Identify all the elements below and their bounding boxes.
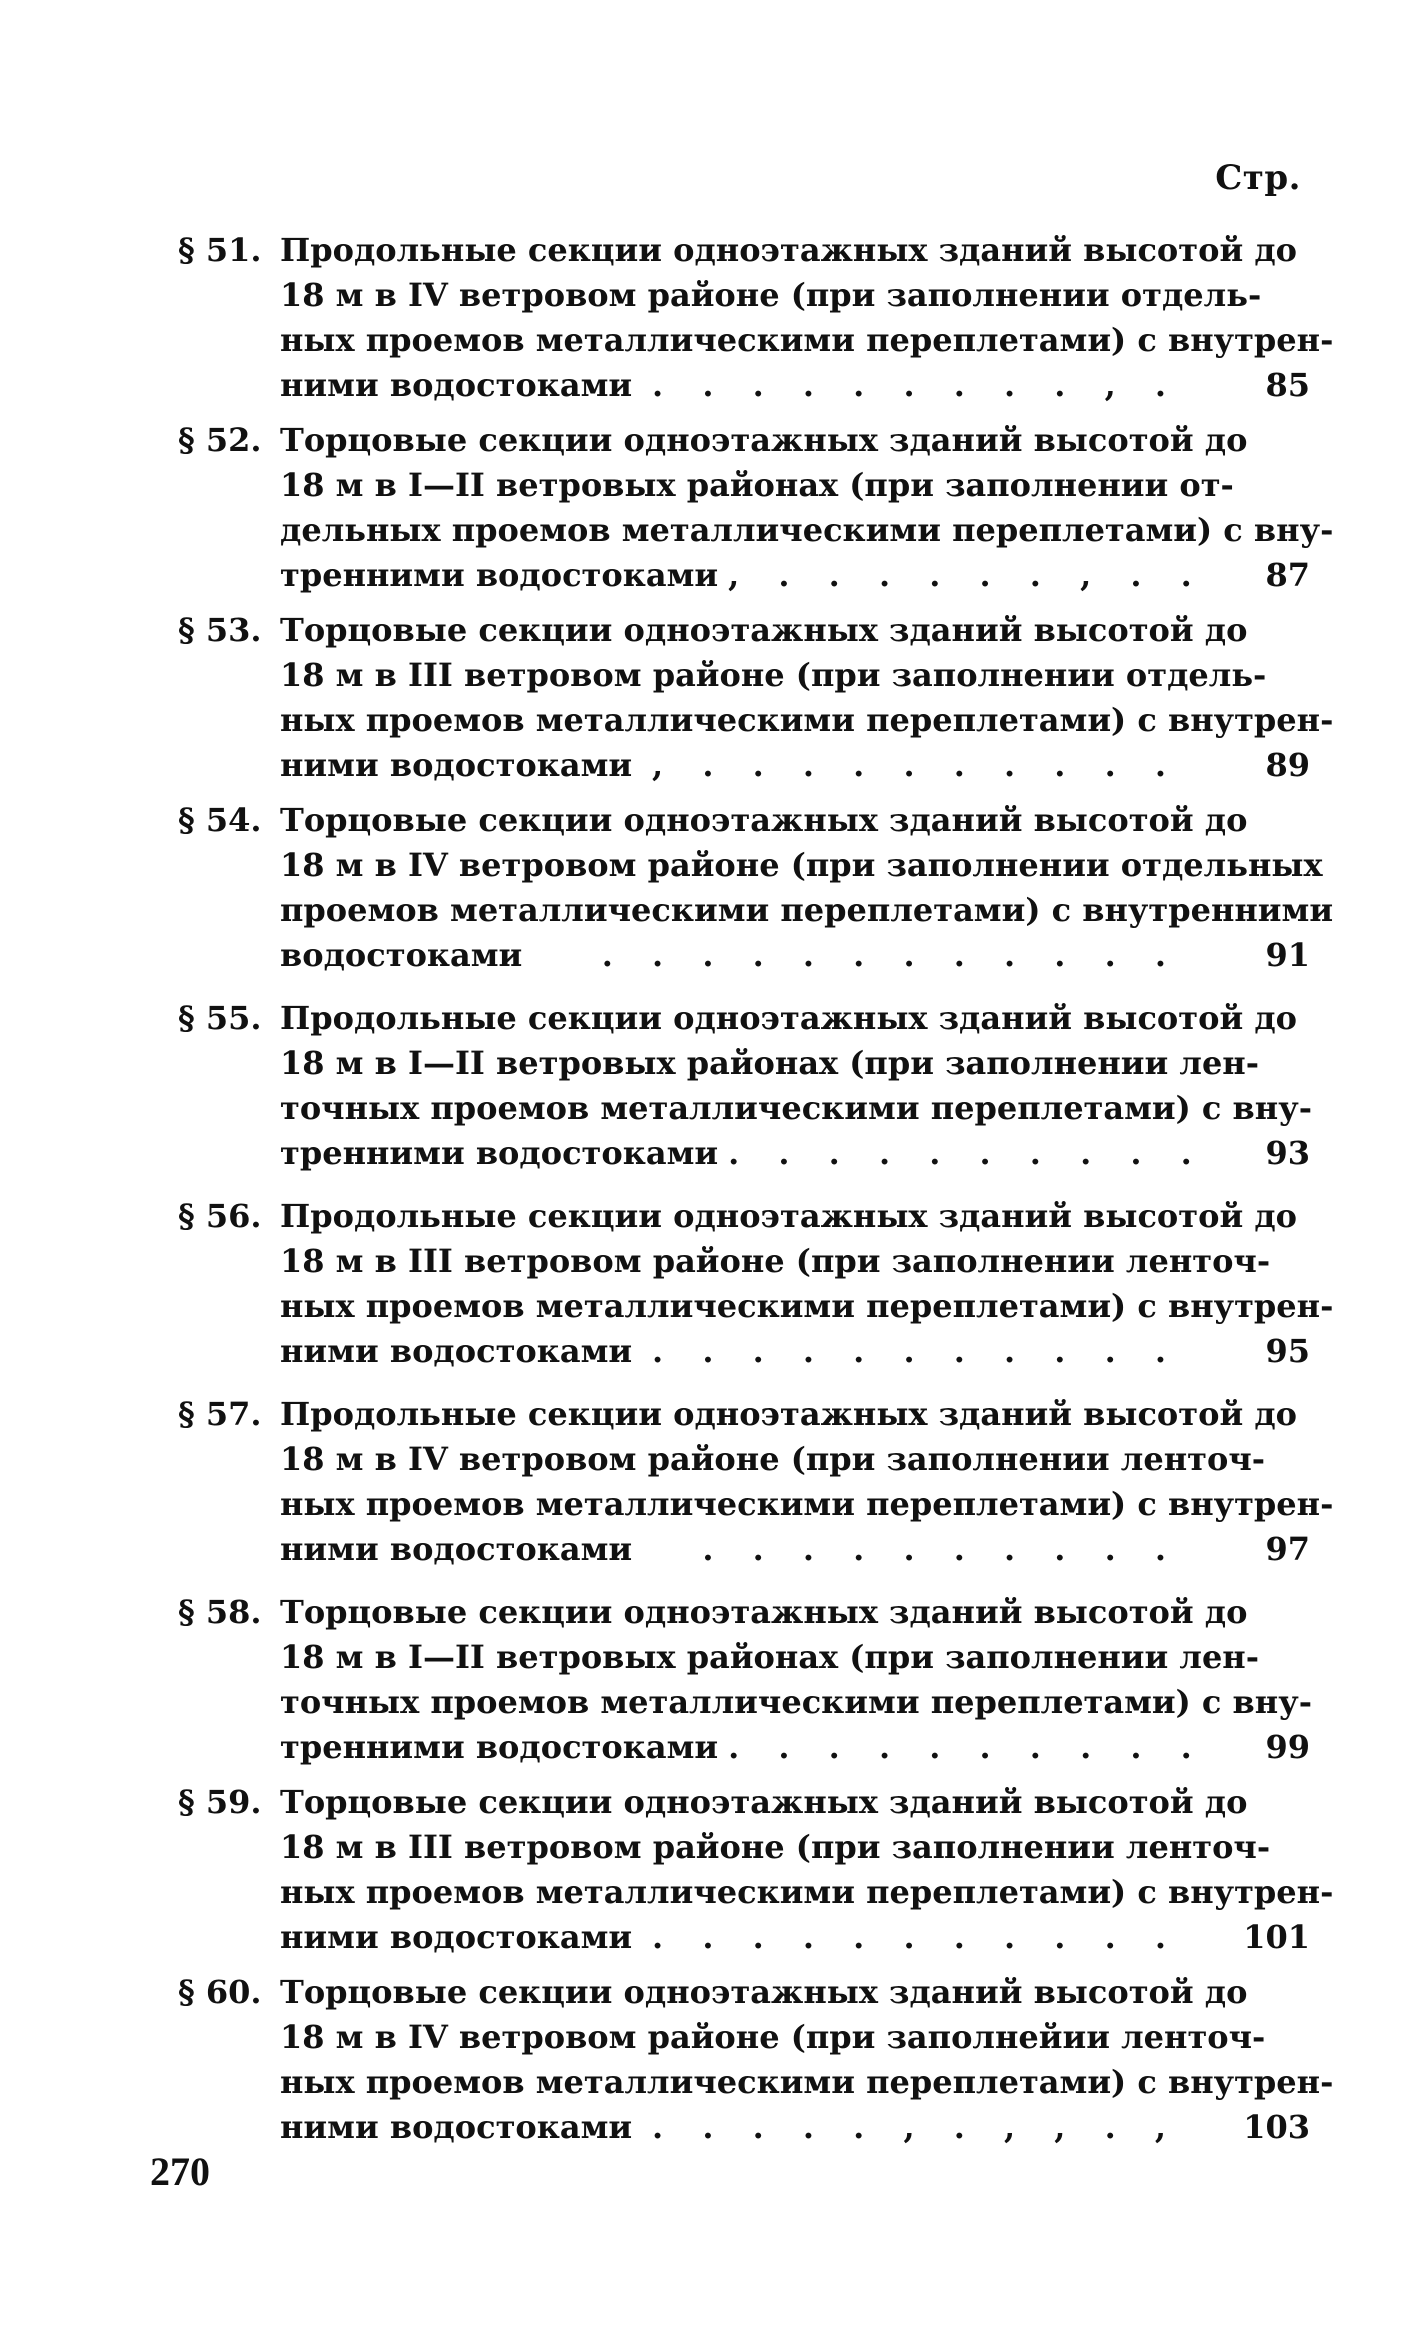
page-number: 95 bbox=[1265, 1332, 1310, 1370]
title-line: 18 м в IV ветровом районе (при заполнении отдельных bbox=[280, 846, 1323, 884]
section-number: § 57. bbox=[178, 1395, 262, 1433]
section-number: § 58. bbox=[178, 1593, 262, 1631]
page-number: 97 bbox=[1265, 1530, 1310, 1568]
section-number: § 54. bbox=[178, 801, 262, 839]
toc-entry bbox=[178, 1780, 1334, 1960]
dot-leader: . . , . . . . . . , bbox=[728, 556, 1206, 594]
title-line: ними водостоками bbox=[280, 746, 633, 784]
title-line: 18 м в IV ветровом районе (при заполнении ленточ- bbox=[280, 1440, 1266, 1478]
title-line: Торцовые секции одноэтажных зданий высотой до bbox=[280, 611, 1248, 649]
page-number: 93 bbox=[1265, 1134, 1310, 1172]
section-number: § 56. bbox=[178, 1197, 262, 1235]
dot-leader: , . , , . , . . . . . bbox=[652, 2108, 1180, 2146]
title-line: 18 м в IV ветровом районе (при заполнении отдель- bbox=[280, 276, 1262, 314]
title-line: ных проемов металлическими переплетами) с внутрен- bbox=[280, 1485, 1334, 1523]
page-number: 99 bbox=[1265, 1728, 1310, 1766]
page-number: 103 bbox=[1243, 2108, 1310, 2146]
title-line: ними водостоками bbox=[280, 366, 633, 404]
section-number: § 59. bbox=[178, 1783, 262, 1821]
dot-leader: . . . . . . . . . . bbox=[728, 1134, 1206, 1172]
title-line: водостоками bbox=[280, 936, 523, 974]
title-line: 18 м в III ветровом районе (при заполнении ленточ- bbox=[280, 1828, 1271, 1866]
title-line: Торцовые секции одноэтажных зданий высотой до bbox=[280, 1783, 1248, 1821]
title-line: ных проемов металлическими переплетами) с внутрен- bbox=[280, 321, 1334, 359]
title-line: ними водостоками bbox=[280, 2108, 633, 2146]
title-line: тренними водостоками bbox=[280, 556, 719, 594]
title-line: точных проемов металлическими переплетами) с вну- bbox=[280, 1683, 1312, 1721]
title-line: ных проемов металлическими переплетами) с внутрен- bbox=[280, 1287, 1334, 1325]
dot-leader: . . . . . . . . . . . bbox=[652, 1332, 1180, 1370]
title-line: дельных проемов металлическими переплетами) с вну- bbox=[280, 511, 1334, 549]
toc-entry bbox=[178, 1194, 1334, 1374]
title-last-line bbox=[280, 2105, 1180, 2150]
title-line: Торцовые секции одноэтажных зданий высотой до bbox=[280, 1973, 1248, 2011]
dot-leader: . . . . . . . . . . . bbox=[652, 1918, 1180, 1956]
title-last-line bbox=[280, 553, 1206, 598]
title-line: ных проемов металлическими переплетами) с внутрен- bbox=[280, 701, 1334, 739]
title-line: Торцовые секции одноэтажных зданий высотой до bbox=[280, 421, 1248, 459]
dot-leader: . , . . . . . . . . . bbox=[652, 366, 1180, 404]
title-line: Продольные секции одноэтажных зданий высотой до bbox=[280, 999, 1297, 1037]
title-last-line bbox=[280, 1329, 1180, 1374]
title-line: Торцовые секции одноэтажных зданий высотой до bbox=[280, 801, 1248, 839]
section-number: § 53. bbox=[178, 611, 262, 649]
title-line: тренними водостоками bbox=[280, 1134, 719, 1172]
title-last-line bbox=[280, 1915, 1180, 1960]
toc-entry bbox=[178, 1970, 1334, 2150]
section-number: § 55. bbox=[178, 999, 262, 1037]
toc-entry bbox=[178, 418, 1334, 598]
title-line: Продольные секции одноэтажных зданий высотой до bbox=[280, 231, 1297, 269]
title-line: проемов металлическими переплетами) с внутренними bbox=[280, 891, 1334, 929]
title-line: 18 м в III ветровом районе (при заполнении ленточ- bbox=[280, 1242, 1271, 1280]
title-last-line bbox=[280, 363, 1180, 408]
dot-leader: . . . . . . . . . . . . bbox=[601, 936, 1180, 974]
title-last-line bbox=[280, 1131, 1206, 1176]
title-line: 18 м в III ветровом районе (при заполнении отдель- bbox=[280, 656, 1267, 694]
page-column-header: Стр. bbox=[1215, 158, 1301, 198]
title-line: Торцовые секции одноэтажных зданий высотой до bbox=[280, 1593, 1248, 1631]
toc-entry bbox=[178, 1590, 1310, 1770]
page-number: 87 bbox=[1265, 556, 1310, 594]
toc-entry bbox=[178, 996, 1310, 1176]
folio-page-number: 270 bbox=[150, 2149, 210, 2194]
title-line: тренними водостоками bbox=[280, 1728, 719, 1766]
title-line: 18 м в I—II ветровых районах (при заполнении от- bbox=[280, 466, 1234, 504]
page-number: 89 bbox=[1265, 746, 1310, 784]
title-line: Продольные секции одноэтажных зданий высотой до bbox=[280, 1395, 1297, 1433]
title-last-line bbox=[280, 933, 1180, 978]
toc-entry bbox=[178, 798, 1334, 978]
title-line: ных проемов металлическими переплетами) с внутрен- bbox=[280, 2063, 1334, 2101]
page-number: 85 bbox=[1265, 366, 1310, 404]
title-last-line bbox=[280, 743, 1180, 788]
title-line: 18 м в I—II ветровых районах (при заполнении лен- bbox=[280, 1638, 1259, 1676]
dot-leader: . . . . . . . . . . , bbox=[652, 746, 1180, 784]
section-number: § 60. bbox=[178, 1973, 262, 2011]
title-line: 18 м в I—II ветровых районах (при заполнении лен- bbox=[280, 1044, 1259, 1082]
table-of-contents bbox=[178, 228, 1334, 2160]
title-line: ними водостоками bbox=[280, 1332, 633, 1370]
toc-entry bbox=[178, 228, 1334, 408]
title-last-line bbox=[280, 1725, 1206, 1770]
toc-entry bbox=[178, 1392, 1334, 1572]
page-number: 91 bbox=[1265, 936, 1310, 974]
page-number: 101 bbox=[1243, 1918, 1310, 1956]
title-line: 18 м в IV ветровом районе (при заполнейии ленточ- bbox=[280, 2018, 1266, 2056]
title-line: точных проемов металлическими переплетами) с вну- bbox=[280, 1089, 1312, 1127]
toc-entry bbox=[178, 608, 1334, 788]
title-line: ними водостоками bbox=[280, 1530, 633, 1568]
title-line: Продольные секции одноэтажных зданий высотой до bbox=[280, 1197, 1297, 1235]
title-line: ними водостоками bbox=[280, 1918, 633, 1956]
dot-leader: . . . . . . . . . . bbox=[728, 1728, 1206, 1766]
dot-leader: . . . . . . . . . . bbox=[702, 1530, 1180, 1568]
title-last-line bbox=[280, 1527, 1180, 1572]
section-number: § 52. bbox=[178, 421, 262, 459]
title-line: ных проемов металлическими переплетами) с внутрен- bbox=[280, 1873, 1334, 1911]
section-number: § 51. bbox=[178, 231, 262, 269]
